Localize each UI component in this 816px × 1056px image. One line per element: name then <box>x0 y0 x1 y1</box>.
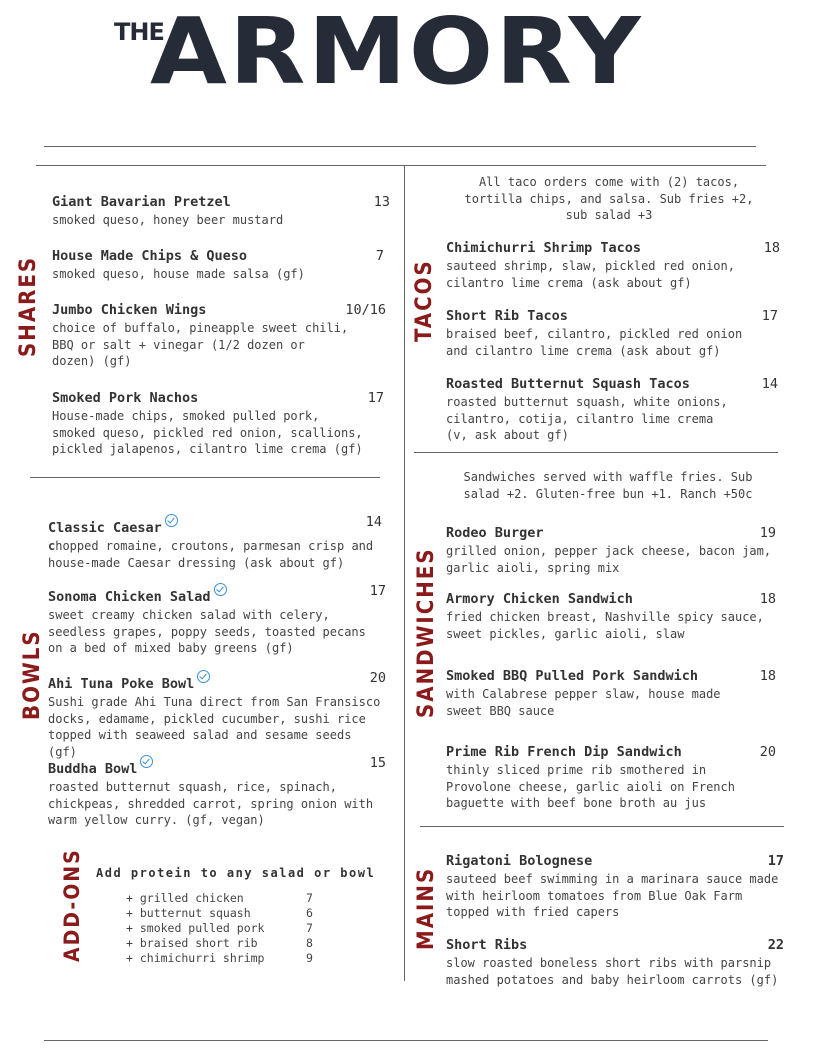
item-desc-first-letter: c <box>48 539 56 553</box>
menu-item <box>446 853 784 921</box>
addon-name: + butternut squash <box>126 906 251 920</box>
item-name-text: Classic Caesar <box>48 520 162 536</box>
item-name: Short Rib Tacos <box>446 308 568 324</box>
item-price: 17 <box>369 583 386 599</box>
menu-item <box>52 302 386 370</box>
item-price: 19 <box>759 525 776 541</box>
item-desc: roasted butternut squash, rice, spinach, chickpeas, shredded carrot, spring onion with warm yellow curry. (gf, vegan) <box>48 780 374 827</box>
addon-name: + braised short rib <box>126 936 258 950</box>
menu-item <box>48 670 386 760</box>
item-name <box>48 670 386 693</box>
shares-bowls-divider <box>30 477 380 478</box>
item-desc: fried chicken breast, Nashville spicy sauce, sweet pickles, garlic aioli, slaw <box>446 610 764 641</box>
item-desc: Sushi grade Ahi Tuna direct from San Fransisco docks, edamame, pickled cucumber, sushi rice topped with seaweed salad and sesame seeds (gf) <box>48 695 381 759</box>
menu-item <box>48 755 386 829</box>
addon-price: 7 <box>306 921 313 935</box>
item-name: Rodeo Burger <box>446 525 544 541</box>
addon-name: + smoked pulled pork <box>126 921 265 935</box>
logo-the: THE <box>114 18 164 46</box>
header-divider <box>36 165 766 166</box>
addon-row <box>126 891 326 907</box>
item-price: 7 <box>375 248 384 264</box>
sandwiches-mains-divider <box>420 826 784 827</box>
menu-item <box>52 248 386 283</box>
section-label-tacos: TACOS <box>412 259 437 342</box>
menu-item <box>446 240 780 291</box>
item-name: Smoked BBQ Pulled Pork Sandwich <box>446 668 698 684</box>
item-price: 17 <box>761 308 778 324</box>
addon-row <box>126 951 326 967</box>
item-desc: smoked queso, house made salsa (gf) <box>52 267 305 281</box>
addons-title: Add protein to any salad or bowl <box>96 866 376 880</box>
item-name: Short Ribs <box>446 937 528 953</box>
addon-row <box>126 921 326 937</box>
item-desc: sweet creamy chicken salad with celery, seedless grapes, poppy seeds, toasted pecans on a bed of mixed baby greens (gf) <box>48 608 366 655</box>
addon-name: + chimichurri shrimp <box>126 951 265 965</box>
item-desc: grilled onion, pepper jack cheese, bacon jam, garlic aioli, spring mix <box>446 544 772 575</box>
item-desc: choice of buffalo, pineapple sweet chili, BBQ or salt + vinegar (1/2 dozen or dozen) (gf) <box>52 321 349 368</box>
menu-item <box>446 591 776 642</box>
item-name-text: Ahi Tuna Poke Bowl <box>48 676 195 692</box>
item-name <box>48 755 386 778</box>
item-desc: smoked queso, honey beer mustard <box>52 213 284 227</box>
item-name: Roasted Butternut Squash Tacos <box>446 376 690 392</box>
item-name: Armory Chicken Sandwich <box>446 591 633 607</box>
item-name-text: Buddha Bowl <box>48 761 138 777</box>
item-desc: with Calabrese pepper slaw, house made sweet BBQ sauce <box>446 687 721 718</box>
item-desc: sauteed beef swimming in a marinara sauce made with heirloom tomatoes from Blue Oak Farm topped with fried capers <box>446 872 779 919</box>
item-name: Giant Bavarian Pretzel <box>52 194 231 210</box>
logo-wordmark: ARMORY <box>150 0 643 105</box>
menu-item <box>52 194 392 229</box>
item-desc-text: hopped romaine, croutons, parmesan crisp and house-made Caesar dressing (ask about gf) <box>48 539 374 570</box>
item-desc: House-made chips, smoked pulled pork, smoked queso, pickled red onion, scallions, pickled jalapenos, cilantro lime crema (gf) <box>52 409 363 456</box>
tacos-sandwiches-divider <box>414 452 778 453</box>
bottom-divider <box>44 1040 768 1041</box>
tacos-note: All taco orders come with (2) tacos, tortilla chips, and salsa. Sub fries +2, sub salad +3 <box>464 175 754 222</box>
item-price: 14 <box>761 376 778 392</box>
item-name: Prime Rib French Dip Sandwich <box>446 744 682 760</box>
item-price: 18 <box>763 240 780 256</box>
section-label-mains: MAINS <box>414 866 439 950</box>
addon-price: 6 <box>306 906 313 920</box>
addon-row <box>126 936 326 952</box>
item-desc: slow roasted boneless short ribs with parsnip mashed potatoes and baby heirloom carrots (gf) <box>446 956 779 987</box>
addon-name: + grilled chicken <box>126 891 244 905</box>
section-label-addons: ADD-ONS <box>60 848 84 962</box>
item-name: House Made Chips & Queso <box>52 248 248 264</box>
item-desc: sauteed shrimp, slaw, pickled red onion, cilantro lime crema (ask about gf) <box>446 259 735 290</box>
item-desc: braised beef, cilantro, pickled red onion and cilantro lime crema (ask about gf) <box>446 327 743 358</box>
check-circle-icon <box>197 670 210 683</box>
menu-item <box>48 583 386 657</box>
menu-item <box>52 390 386 458</box>
sandwiches-note: Sandwiches served with waffle fries. Sub salad +2. Gluten-free bun +1. Ranch +50c <box>463 470 753 501</box>
item-desc <box>48 538 382 571</box>
item-price: 18 <box>759 591 776 607</box>
item-price: 17 <box>767 853 784 869</box>
menu-item <box>48 514 382 571</box>
item-desc: thinly sliced prime rib smothered in Provolone cheese, garlic aioli on French baguette with beef bone broth au jus <box>446 763 735 810</box>
menu-item <box>446 668 776 719</box>
item-price: 10/16 <box>345 302 386 318</box>
item-name: Chimichurri Shrimp Tacos <box>446 240 642 256</box>
item-name-text: Sonoma Chicken Salad <box>48 589 211 605</box>
item-name: Jumbo Chicken Wings <box>52 302 207 318</box>
item-price: 20 <box>759 744 776 760</box>
item-name <box>48 583 386 606</box>
column-divider <box>404 166 405 981</box>
check-circle-icon <box>214 583 227 596</box>
item-name: Rigatoni Bolognese <box>446 853 593 869</box>
addon-price: 9 <box>306 951 313 965</box>
item-desc: roasted butternut squash, white onions, cilantro, cotija, cilantro lime crema (v, ask about gf) <box>446 395 728 442</box>
item-price: 20 <box>369 670 386 686</box>
addon-row <box>126 906 326 922</box>
menu-item <box>446 308 778 359</box>
item-price: 22 <box>767 937 784 953</box>
item-price: 17 <box>367 390 384 406</box>
menu-item <box>446 744 776 812</box>
addon-price: 7 <box>306 891 313 905</box>
menu-item <box>446 525 776 576</box>
item-name: Smoked Pork Nachos <box>52 390 199 406</box>
section-label-shares: SHARES <box>16 255 41 357</box>
section-label-sandwiches: SANDWICHES <box>414 547 439 718</box>
addon-price: 8 <box>306 936 313 950</box>
menu-item <box>446 376 778 444</box>
item-price: 15 <box>369 755 386 771</box>
menu-item <box>446 937 784 988</box>
section-label-bowls: BOWLS <box>20 629 45 720</box>
item-price: 14 <box>365 514 382 530</box>
item-price: 13 <box>373 194 390 210</box>
top-divider <box>44 146 756 147</box>
item-price: 18 <box>759 668 776 684</box>
check-circle-icon <box>140 755 153 768</box>
check-circle-icon <box>165 514 178 527</box>
item-name <box>48 514 382 537</box>
